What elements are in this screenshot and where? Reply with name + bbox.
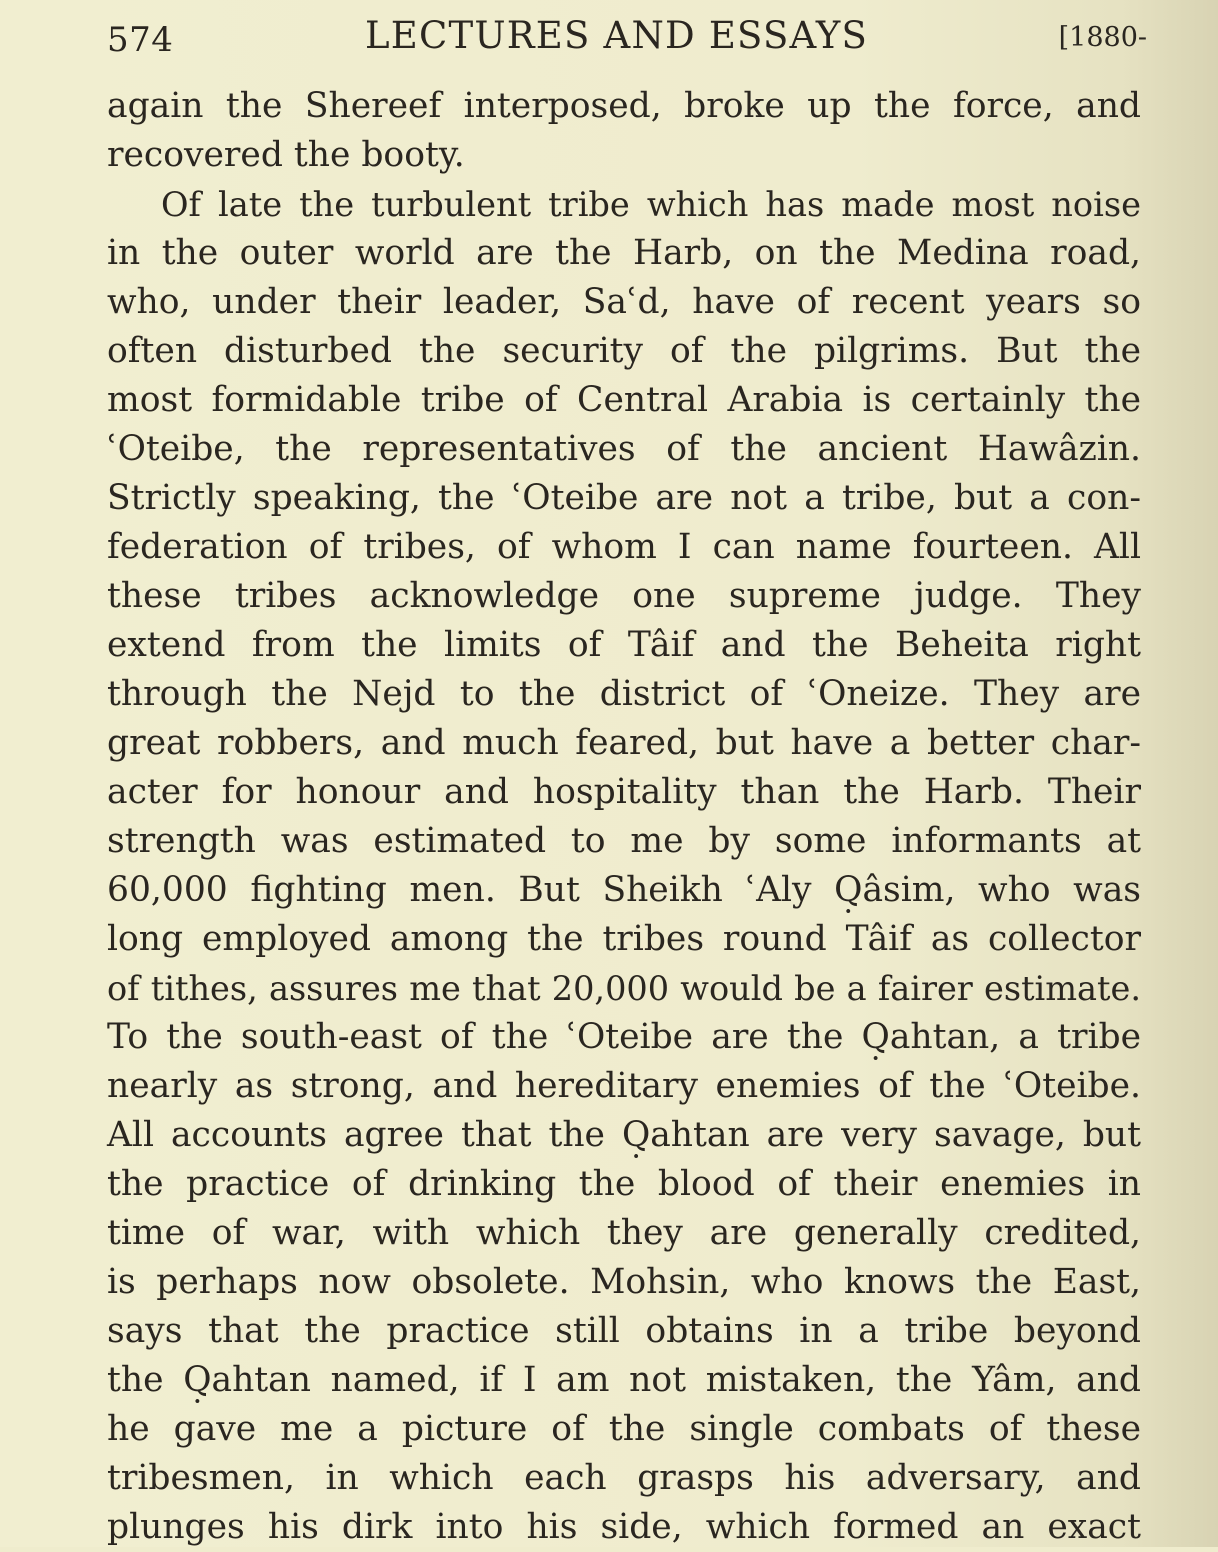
text-line: is perhaps now obsolete. Mohsin, who knows the East,	[107, 1262, 1141, 1302]
text-line: nearly as strong, and hereditary enemies of the ʿOteibe.	[107, 1066, 1141, 1106]
text-line: the Q̣ahtan named, if I am not mistaken, the Yâm, and	[107, 1360, 1141, 1400]
running-year: [1880-	[1058, 22, 1147, 53]
text-line: Of late the turbulent tribe which has made most noise	[161, 185, 1141, 224]
text-line: tribesmen, in which each grasps his adversary, and	[107, 1458, 1141, 1498]
text-line: great robbers, and much feared, but have a better char-	[107, 723, 1141, 763]
text-line: extend from the limits of Tâif and the Beheita right	[107, 625, 1141, 665]
text-line: All accounts agree that the Q̣ahtan are very savage, but	[107, 1115, 1141, 1155]
text-line: through the Nejd to the district of ʿOneize. They are	[107, 674, 1141, 714]
text-line: the practice of drinking the blood of their enemies in	[107, 1164, 1141, 1204]
running-head	[107, 14, 1147, 64]
text-line: often disturbed the security of the pilgrims. But the	[107, 331, 1141, 371]
text-line: 60,000 fighting men. But Sheikh ʿAly Q̣âsim, who was	[107, 870, 1141, 910]
text-line: time of war, with which they are generally credited,	[107, 1213, 1141, 1253]
text-line: in the outer world are the Harb, on the Medina road,	[107, 233, 1141, 273]
text-line: To the south-east of the ʿOteibe are the Q̣ahtan, a tribe	[107, 1017, 1141, 1057]
text-line: plunges his dirk into his side, which formed an exact	[107, 1507, 1141, 1547]
text-line: these tribes acknowledge one supreme judge. They	[107, 576, 1141, 616]
text-line: ʿOteibe, the representatives of the ancient Hawâzin.	[107, 429, 1141, 469]
text-line: federation of tribes, of whom I can name fourteen. All	[107, 527, 1141, 567]
text-line: of tithes, assures me that 20,000 would be a fairer estimate.	[107, 969, 1141, 1008]
text-line: long employed among the tribes round Tâif as collector	[107, 919, 1141, 959]
page-number: 574	[107, 20, 174, 60]
text-line: Strictly speaking, the ʿOteibe are not a tribe, but a con-	[107, 478, 1141, 518]
text-line: says that the practice still obtains in a tribe beyond	[107, 1311, 1141, 1351]
text-line: strength was estimated to me by some informants at	[107, 821, 1141, 861]
running-title: LECTURES AND ESSAYS	[365, 14, 869, 57]
text-line: again the Shereef interposed, broke up the force, and	[107, 86, 1141, 126]
text-line: he gave me a picture of the single combats of these	[107, 1409, 1141, 1449]
body-text	[107, 82, 1141, 1552]
text-line: most formidable tribe of Central Arabia is certainly the	[107, 380, 1141, 420]
text-line: who, under their leader, Saʿd, have of recent years so	[107, 282, 1141, 322]
text-line: recovered the booty.	[107, 135, 465, 175]
text-line: acter for honour and hospitality than the Harb. Their	[107, 772, 1141, 812]
